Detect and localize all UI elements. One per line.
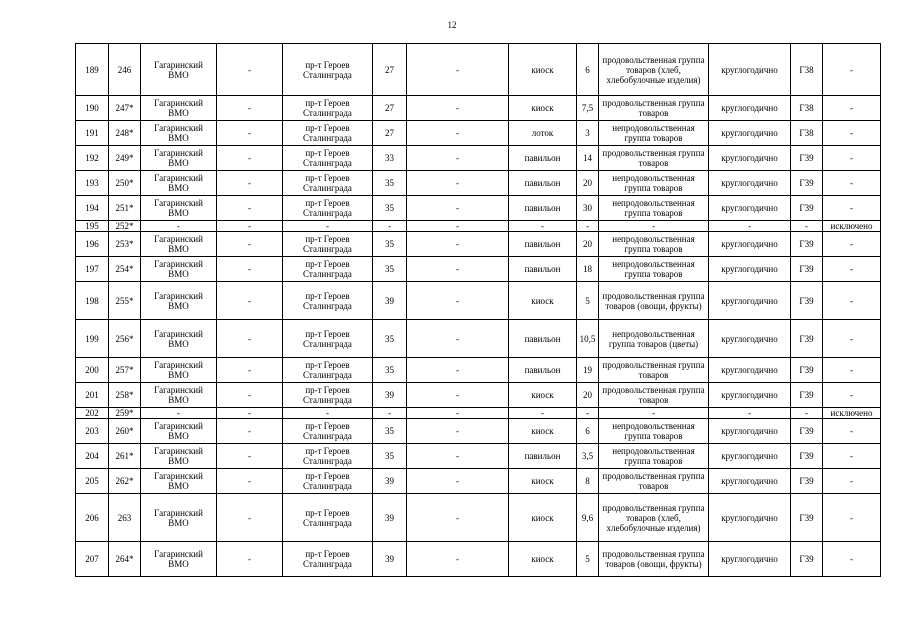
row-number-cell: 205 — [76, 469, 109, 494]
district-cell: Гагаринский ВМО — [141, 171, 217, 196]
street-cell: пр-т Героев Сталинграда — [283, 444, 373, 469]
object-type-cell: киоск — [509, 494, 577, 542]
object-type-cell: киоск — [509, 282, 577, 320]
area-cell: 5 — [577, 542, 599, 577]
note-cell: - — [823, 469, 881, 494]
zone-cell: Г39 — [791, 542, 823, 577]
street-cell: пр-т Героев Сталинграда — [283, 44, 373, 96]
zone-cell: Г39 — [791, 232, 823, 257]
table-row — [76, 44, 881, 96]
column-4-cell: - — [217, 444, 283, 469]
place-id-cell: 250* — [109, 171, 141, 196]
column-4-cell: - — [217, 358, 283, 383]
object-type-cell: павильон — [509, 196, 577, 221]
district-cell: Гагаринский ВМО — [141, 419, 217, 444]
period-cell: круглогодично — [709, 542, 791, 577]
row-number-cell: 199 — [76, 320, 109, 358]
note-cell: - — [823, 146, 881, 171]
period-cell: круглогодично — [709, 121, 791, 146]
row-number-cell: 189 — [76, 44, 109, 96]
object-type-cell: киоск — [509, 542, 577, 577]
specialization-cell: непродовольственная группа товаров — [599, 419, 709, 444]
table-row — [76, 358, 881, 383]
column-7-cell: - — [407, 171, 509, 196]
row-number-cell: 203 — [76, 419, 109, 444]
column-4-cell: - — [217, 282, 283, 320]
table-row — [76, 121, 881, 146]
period-cell: круглогодично — [709, 196, 791, 221]
specialization-cell: продовольственная группа товаров — [599, 383, 709, 408]
zone-cell: Г39 — [791, 494, 823, 542]
period-cell: круглогодично — [709, 96, 791, 121]
period-cell: круглогодично — [709, 383, 791, 408]
object-type-cell: павильон — [509, 171, 577, 196]
object-type-cell: павильон — [509, 444, 577, 469]
district-cell: Гагаринский ВМО — [141, 469, 217, 494]
house-number-cell: 35 — [373, 196, 407, 221]
zone-cell: Г39 — [791, 257, 823, 282]
specialization-cell: непродовольственная группа товаров — [599, 121, 709, 146]
column-4-cell: - — [217, 146, 283, 171]
zone-cell: Г39 — [791, 320, 823, 358]
column-7-cell: - — [407, 494, 509, 542]
note-cell: - — [823, 494, 881, 542]
specialization-cell: продовольственная группа товаров — [599, 96, 709, 121]
house-number-cell: 35 — [373, 444, 407, 469]
place-id-cell: 255* — [109, 282, 141, 320]
table-row — [76, 96, 881, 121]
district-cell: Гагаринский ВМО — [141, 96, 217, 121]
place-id-cell: 259* — [109, 408, 141, 419]
note-cell: - — [823, 257, 881, 282]
column-7-cell: - — [407, 146, 509, 171]
table-row — [76, 419, 881, 444]
period-cell: круглогодично — [709, 146, 791, 171]
place-id-cell: 251* — [109, 196, 141, 221]
specialization-cell: продовольственная группа товаров (хлеб, хлебобулочные изделия) — [599, 494, 709, 542]
area-cell: 3 — [577, 121, 599, 146]
column-4-cell: - — [217, 257, 283, 282]
column-7-cell: - — [407, 96, 509, 121]
row-number-cell: 192 — [76, 146, 109, 171]
specialization-cell: продовольственная группа товаров — [599, 469, 709, 494]
zone-cell: Г38 — [791, 44, 823, 96]
row-number-cell: 207 — [76, 542, 109, 577]
district-cell: Гагаринский ВМО — [141, 282, 217, 320]
area-cell: 20 — [577, 232, 599, 257]
row-number-cell: 197 — [76, 257, 109, 282]
object-type-cell: киоск — [509, 419, 577, 444]
column-4-cell: - — [217, 171, 283, 196]
district-cell: Гагаринский ВМО — [141, 146, 217, 171]
row-number-cell: 196 — [76, 232, 109, 257]
row-number-cell: 204 — [76, 444, 109, 469]
district-cell: Гагаринский ВМО — [141, 542, 217, 577]
house-number-cell: 35 — [373, 358, 407, 383]
table-row — [76, 444, 881, 469]
zone-cell: Г39 — [791, 146, 823, 171]
zone-cell: - — [791, 408, 823, 419]
table-row — [76, 196, 881, 221]
column-7-cell: - — [407, 196, 509, 221]
house-number-cell: 27 — [373, 44, 407, 96]
column-7-cell: - — [407, 121, 509, 146]
specialization-cell: продовольственная группа товаров (овощи, фрукты) — [599, 282, 709, 320]
street-cell: - — [283, 221, 373, 232]
area-cell: 5 — [577, 282, 599, 320]
period-cell: круглогодично — [709, 171, 791, 196]
street-cell: пр-т Героев Сталинграда — [283, 171, 373, 196]
column-7-cell: - — [407, 444, 509, 469]
note-cell: - — [823, 44, 881, 96]
street-cell: пр-т Героев Сталинграда — [283, 419, 373, 444]
street-cell: пр-т Героев Сталинграда — [283, 320, 373, 358]
period-cell: круглогодично — [709, 494, 791, 542]
table-row — [76, 282, 881, 320]
place-id-cell: 262* — [109, 469, 141, 494]
period-cell: круглогодично — [709, 358, 791, 383]
note-cell: исключено — [823, 221, 881, 232]
zone-cell: Г39 — [791, 419, 823, 444]
house-number-cell: 27 — [373, 121, 407, 146]
column-4-cell: - — [217, 221, 283, 232]
note-cell: - — [823, 171, 881, 196]
district-cell: Гагаринский ВМО — [141, 358, 217, 383]
specialization-cell: непродовольственная группа товаров — [599, 257, 709, 282]
specialization-cell: - — [599, 221, 709, 232]
period-cell: круглогодично — [709, 419, 791, 444]
zone-cell: - — [791, 221, 823, 232]
house-number-cell: 35 — [373, 419, 407, 444]
house-number-cell: 35 — [373, 257, 407, 282]
column-4-cell: - — [217, 196, 283, 221]
zone-cell: Г39 — [791, 358, 823, 383]
area-cell: 14 — [577, 146, 599, 171]
area-cell: 6 — [577, 44, 599, 96]
column-4-cell: - — [217, 320, 283, 358]
zone-cell: Г39 — [791, 196, 823, 221]
object-type-cell: павильон — [509, 257, 577, 282]
column-7-cell: - — [407, 232, 509, 257]
column-7-cell: - — [407, 419, 509, 444]
note-cell: - — [823, 232, 881, 257]
street-cell: пр-т Героев Сталинграда — [283, 494, 373, 542]
district-cell: Гагаринский ВМО — [141, 320, 217, 358]
note-cell: исключено — [823, 408, 881, 419]
table-row — [76, 232, 881, 257]
table-row — [76, 542, 881, 577]
note-cell: - — [823, 282, 881, 320]
row-number-cell: 200 — [76, 358, 109, 383]
column-7-cell: - — [407, 383, 509, 408]
table-row — [76, 320, 881, 358]
house-number-cell: 33 — [373, 146, 407, 171]
row-number-cell: 190 — [76, 96, 109, 121]
table-row — [76, 146, 881, 171]
area-cell: 30 — [577, 196, 599, 221]
period-cell: круглогодично — [709, 257, 791, 282]
note-cell: - — [823, 358, 881, 383]
street-cell: пр-т Героев Сталинграда — [283, 196, 373, 221]
zone-cell: Г38 — [791, 121, 823, 146]
district-cell: - — [141, 221, 217, 232]
area-cell: 7,5 — [577, 96, 599, 121]
area-cell: 8 — [577, 469, 599, 494]
area-cell: 10,5 — [577, 320, 599, 358]
period-cell: - — [709, 408, 791, 419]
zone-cell: Г38 — [791, 96, 823, 121]
period-cell: круглогодично — [709, 282, 791, 320]
object-type-cell: киоск — [509, 383, 577, 408]
place-id-cell: 252* — [109, 221, 141, 232]
street-cell: пр-т Героев Сталинграда — [283, 542, 373, 577]
house-number-cell: 35 — [373, 320, 407, 358]
column-4-cell: - — [217, 44, 283, 96]
note-cell: - — [823, 383, 881, 408]
note-cell: - — [823, 444, 881, 469]
specialization-cell: непродовольственная группа товаров — [599, 444, 709, 469]
area-cell: 20 — [577, 171, 599, 196]
place-id-cell: 261* — [109, 444, 141, 469]
zone-cell: Г39 — [791, 383, 823, 408]
place-id-cell: 258* — [109, 383, 141, 408]
table-row — [76, 494, 881, 542]
place-id-cell: 263 — [109, 494, 141, 542]
house-number-cell: 35 — [373, 171, 407, 196]
period-cell: круглогодично — [709, 232, 791, 257]
column-4-cell: - — [217, 232, 283, 257]
column-7-cell: - — [407, 320, 509, 358]
specialization-cell: продовольственная группа товаров (хлеб, хлебобулочные изделия) — [599, 44, 709, 96]
object-type-cell: павильон — [509, 320, 577, 358]
column-7-cell: - — [407, 44, 509, 96]
street-cell: пр-т Героев Сталинграда — [283, 121, 373, 146]
note-cell: - — [823, 196, 881, 221]
column-4-cell: - — [217, 542, 283, 577]
object-type-cell: павильон — [509, 232, 577, 257]
table-row — [76, 257, 881, 282]
table-row — [76, 408, 881, 419]
period-cell: - — [709, 221, 791, 232]
area-cell: 6 — [577, 419, 599, 444]
column-4-cell: - — [217, 121, 283, 146]
period-cell: круглогодично — [709, 444, 791, 469]
row-number-cell: 201 — [76, 383, 109, 408]
object-type-cell: лоток — [509, 121, 577, 146]
table-row — [76, 171, 881, 196]
period-cell: круглогодично — [709, 320, 791, 358]
district-cell: Гагаринский ВМО — [141, 494, 217, 542]
object-type-cell: киоск — [509, 96, 577, 121]
house-number-cell: 39 — [373, 494, 407, 542]
street-cell: пр-т Героев Сталинграда — [283, 96, 373, 121]
specialization-cell: непродовольственная группа товаров — [599, 232, 709, 257]
street-cell: пр-т Героев Сталинграда — [283, 232, 373, 257]
period-cell: круглогодично — [709, 44, 791, 96]
specialization-cell: непродовольственная группа товаров (цветы) — [599, 320, 709, 358]
street-cell: пр-т Героев Сталинграда — [283, 146, 373, 171]
district-cell: Гагаринский ВМО — [141, 44, 217, 96]
zone-cell: Г39 — [791, 444, 823, 469]
zone-cell: Г39 — [791, 469, 823, 494]
zone-cell: Г39 — [791, 171, 823, 196]
specialization-cell: продовольственная группа товаров — [599, 146, 709, 171]
house-number-cell: 27 — [373, 96, 407, 121]
column-4-cell: - — [217, 419, 283, 444]
note-cell: - — [823, 96, 881, 121]
row-number-cell: 198 — [76, 282, 109, 320]
house-number-cell: 39 — [373, 383, 407, 408]
house-number-cell: 39 — [373, 469, 407, 494]
place-id-cell: 253* — [109, 232, 141, 257]
row-number-cell: 193 — [76, 171, 109, 196]
note-cell: - — [823, 320, 881, 358]
trade-objects-table — [75, 43, 881, 577]
column-4-cell: - — [217, 494, 283, 542]
period-cell: круглогодично — [709, 469, 791, 494]
district-cell: - — [141, 408, 217, 419]
street-cell: пр-т Героев Сталинграда — [283, 469, 373, 494]
street-cell: пр-т Героев Сталинграда — [283, 282, 373, 320]
row-number-cell: 206 — [76, 494, 109, 542]
house-number-cell: 35 — [373, 232, 407, 257]
specialization-cell: продовольственная группа товаров (овощи, фрукты) — [599, 542, 709, 577]
object-type-cell: киоск — [509, 44, 577, 96]
place-id-cell: 249* — [109, 146, 141, 171]
area-cell: - — [577, 408, 599, 419]
object-type-cell: - — [509, 221, 577, 232]
place-id-cell: 248* — [109, 121, 141, 146]
note-cell: - — [823, 419, 881, 444]
district-cell: Гагаринский ВМО — [141, 257, 217, 282]
house-number-cell: - — [373, 408, 407, 419]
column-4-cell: - — [217, 96, 283, 121]
object-type-cell: павильон — [509, 358, 577, 383]
object-type-cell: киоск — [509, 469, 577, 494]
area-cell: 9,6 — [577, 494, 599, 542]
zone-cell: Г39 — [791, 282, 823, 320]
row-number-cell: 194 — [76, 196, 109, 221]
column-7-cell: - — [407, 469, 509, 494]
specialization-cell: непродовольственная группа товаров — [599, 171, 709, 196]
street-cell: пр-т Героев Сталинграда — [283, 257, 373, 282]
table-row — [76, 383, 881, 408]
district-cell: Гагаринский ВМО — [141, 383, 217, 408]
place-id-cell: 260* — [109, 419, 141, 444]
district-cell: Гагаринский ВМО — [141, 121, 217, 146]
column-4-cell: - — [217, 408, 283, 419]
place-id-cell: 257* — [109, 358, 141, 383]
area-cell: 20 — [577, 383, 599, 408]
row-number-cell: 191 — [76, 121, 109, 146]
object-type-cell: - — [509, 408, 577, 419]
note-cell: - — [823, 121, 881, 146]
place-id-cell: 264* — [109, 542, 141, 577]
row-number-cell: 195 — [76, 221, 109, 232]
table-row — [76, 221, 881, 232]
area-cell: 18 — [577, 257, 599, 282]
place-id-cell: 254* — [109, 257, 141, 282]
area-cell: 3,5 — [577, 444, 599, 469]
street-cell: пр-т Героев Сталинграда — [283, 383, 373, 408]
district-cell: Гагаринский ВМО — [141, 444, 217, 469]
column-4-cell: - — [217, 469, 283, 494]
specialization-cell: непродовольственная группа товаров — [599, 196, 709, 221]
column-7-cell: - — [407, 257, 509, 282]
table-row — [76, 469, 881, 494]
specialization-cell: - — [599, 408, 709, 419]
specialization-cell: продовольственная группа товаров — [599, 358, 709, 383]
area-cell: 19 — [577, 358, 599, 383]
place-id-cell: 256* — [109, 320, 141, 358]
column-7-cell: - — [407, 542, 509, 577]
column-7-cell: - — [407, 221, 509, 232]
row-number-cell: 202 — [76, 408, 109, 419]
place-id-cell: 246 — [109, 44, 141, 96]
note-cell: - — [823, 542, 881, 577]
place-id-cell: 247* — [109, 96, 141, 121]
street-cell: - — [283, 408, 373, 419]
column-7-cell: - — [407, 282, 509, 320]
column-7-cell: - — [407, 358, 509, 383]
area-cell: - — [577, 221, 599, 232]
house-number-cell: - — [373, 221, 407, 232]
column-7-cell: - — [407, 408, 509, 419]
district-cell: Гагаринский ВМО — [141, 232, 217, 257]
house-number-cell: 39 — [373, 282, 407, 320]
column-4-cell: - — [217, 383, 283, 408]
page-number: 12 — [447, 20, 457, 30]
object-type-cell: павильон — [509, 146, 577, 171]
street-cell: пр-т Героев Сталинграда — [283, 358, 373, 383]
district-cell: Гагаринский ВМО — [141, 196, 217, 221]
house-number-cell: 39 — [373, 542, 407, 577]
